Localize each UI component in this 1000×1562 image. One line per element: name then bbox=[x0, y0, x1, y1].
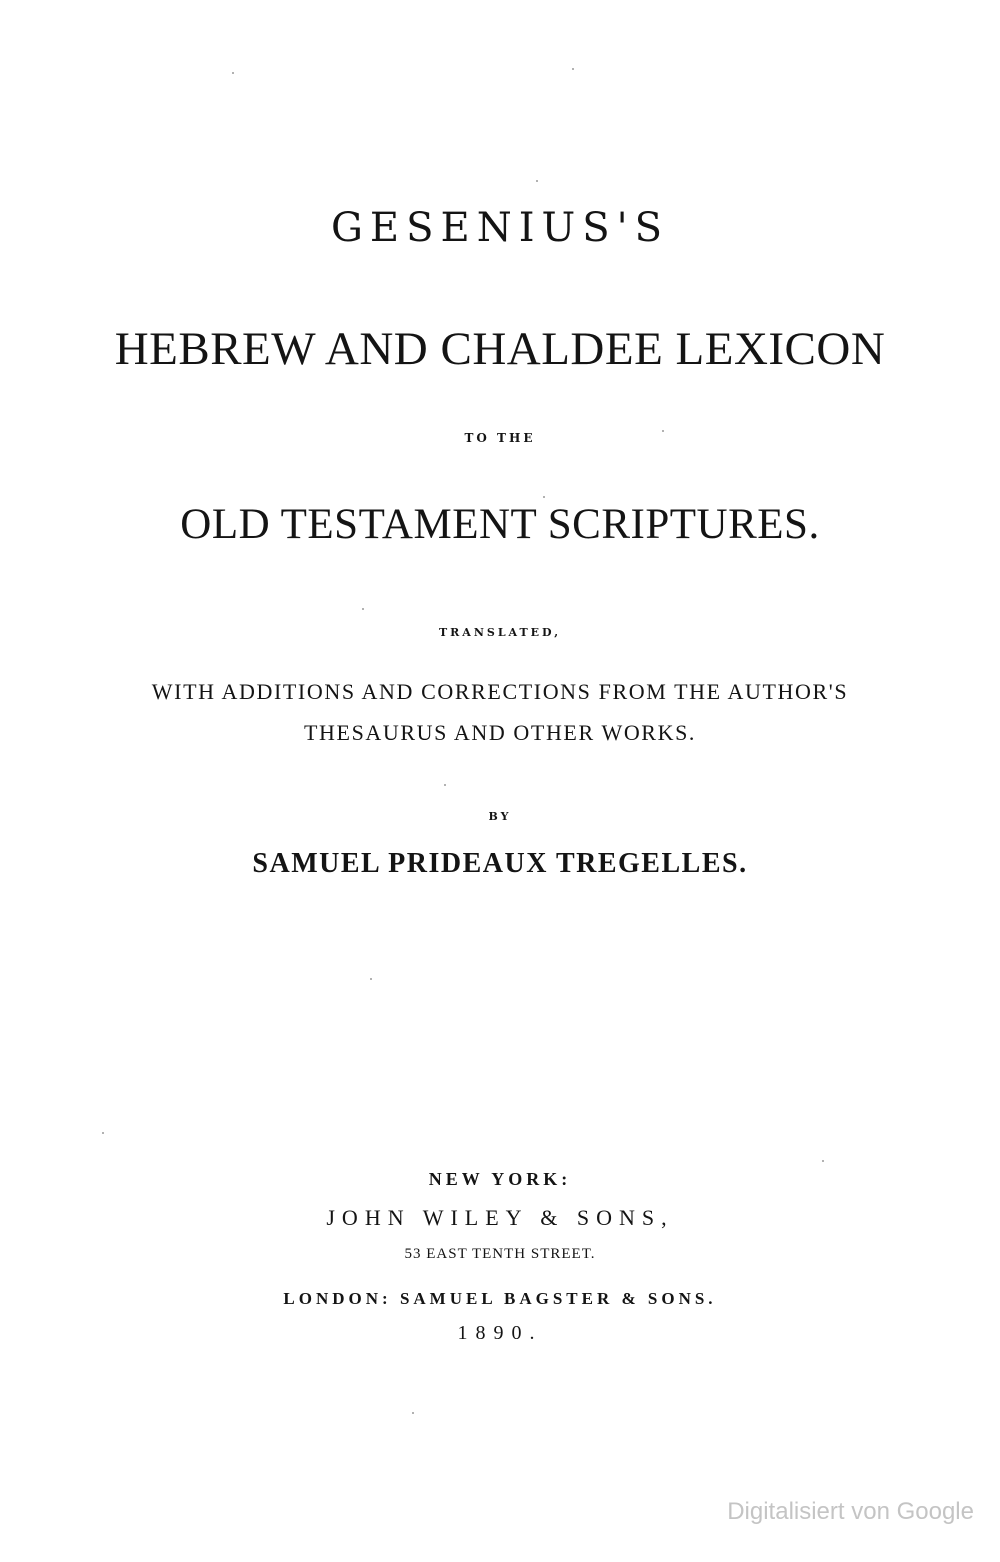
imprint-address: 53 EAST TENTH STREET. bbox=[404, 1246, 596, 1262]
additions-line-1: WITH ADDITIONS AND CORRECTIONS FROM THE AUTHOR'S bbox=[151, 679, 849, 704]
scan-speck bbox=[370, 978, 372, 980]
scan-speck bbox=[362, 608, 364, 610]
imprint-year: 1890. bbox=[457, 1322, 543, 1344]
top-title: GESENIUS'S bbox=[330, 205, 670, 251]
by-label: BY bbox=[488, 810, 512, 823]
translated-label: TRANSLATED, bbox=[438, 626, 562, 639]
additions-line-2: THESAURUS AND OTHER WORKS. bbox=[304, 720, 696, 745]
scan-speck bbox=[662, 430, 664, 432]
watermark: Digitalisiert von Google bbox=[727, 1498, 974, 1525]
scan-speck bbox=[102, 1132, 104, 1134]
imprint-city: NEW YORK: bbox=[428, 1169, 572, 1189]
scan-speck bbox=[543, 496, 545, 498]
scan-speck bbox=[232, 72, 234, 74]
subtitle: OLD TESTAMENT SCRIPTURES. bbox=[180, 501, 820, 548]
scan-speck bbox=[822, 1160, 824, 1162]
imprint-publisher: JOHN WILEY & SONS, bbox=[326, 1205, 674, 1230]
connector-text: TO THE bbox=[464, 431, 536, 445]
scan-speck bbox=[536, 180, 538, 182]
main-title: HEBREW AND CHALDEE LEXICON bbox=[114, 323, 886, 375]
scan-speck bbox=[572, 68, 574, 70]
author-name: SAMUEL PRIDEAUX TREGELLES. bbox=[252, 848, 748, 879]
scan-speck bbox=[444, 784, 446, 786]
scan-speck bbox=[412, 1412, 414, 1414]
imprint-london: LONDON: SAMUEL BAGSTER & SONS. bbox=[283, 1289, 717, 1308]
